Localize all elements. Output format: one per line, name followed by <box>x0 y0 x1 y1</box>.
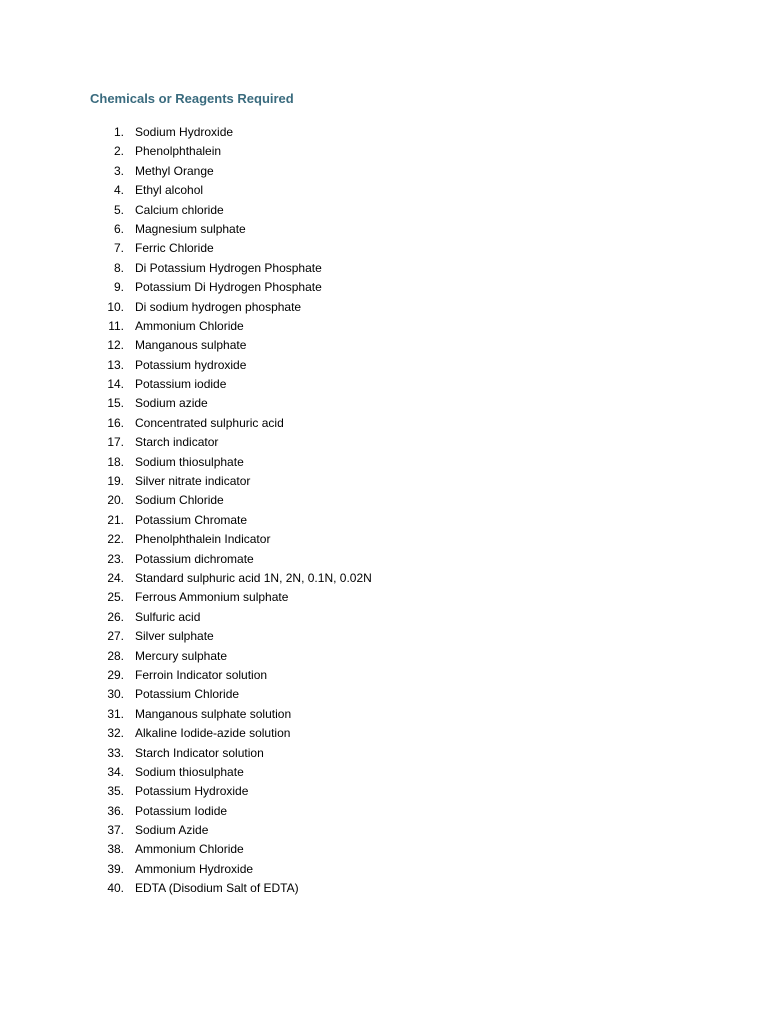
list-item-number: 28. <box>107 648 124 663</box>
list-item-text: Ammonium Chloride <box>135 318 244 333</box>
list-item-number: 23. <box>107 551 124 566</box>
list-item-number: 8. <box>113 260 124 275</box>
list-item-number: 24. <box>107 570 124 585</box>
list-item-text: Ammonium Hydroxide <box>135 861 254 876</box>
list-item-text: Sodium thiosulphate <box>135 454 244 469</box>
list-item-number: 5. <box>113 202 124 217</box>
list-item-number: 29. <box>107 667 124 682</box>
list-item-number: 10. <box>107 299 124 314</box>
list-item-text: Potassium Hydroxide <box>135 784 249 799</box>
list-item-text: Potassium Chromate <box>135 512 248 527</box>
list-item-number: 32. <box>107 726 124 741</box>
list-item-text: Methyl Orange <box>135 163 214 178</box>
list-item-number: 20. <box>107 493 124 508</box>
list-item-number: 6. <box>113 221 124 236</box>
list-item-number: 3. <box>113 163 124 178</box>
list-item-text: Ferroin Indicator solution <box>135 667 268 682</box>
list-item-text: Phenolphthalein <box>135 144 222 159</box>
list-item-text: Sodium thiosulphate <box>135 764 244 779</box>
list-item-text: Potassium Chloride <box>135 687 240 702</box>
list-item-number: 37. <box>107 823 124 838</box>
list-item-number: 16. <box>107 415 124 430</box>
list-item-number: 27. <box>107 629 124 644</box>
list-item-number: 34. <box>107 764 124 779</box>
list-item-text: Di sodium hydrogen phosphate <box>135 299 302 314</box>
list-item-number: 36. <box>107 803 124 818</box>
list-item-text: Starch Indicator solution <box>135 745 264 760</box>
list-item-text: Starch indicator <box>135 435 219 450</box>
list-item-text: Silver nitrate indicator <box>135 474 251 489</box>
section-heading: Chemicals or Reagents Required <box>90 91 294 106</box>
list-item-number: 19. <box>107 474 124 489</box>
list-item-text: Potassium Di Hydrogen Phosphate <box>135 280 322 295</box>
list-item-number: 18. <box>107 454 124 469</box>
list-item-text: Silver sulphate <box>135 629 214 644</box>
list-item-text: Calcium chloride <box>135 202 224 217</box>
list-item-number: 38. <box>107 842 124 857</box>
list-item-number: 40. <box>107 881 124 896</box>
list-item-number: 12. <box>107 338 124 353</box>
list-item-text: Concentrated sulphuric acid <box>135 415 284 430</box>
list-item-number: 30. <box>107 687 124 702</box>
list-item-number: 1. <box>113 125 124 139</box>
list-item-number: 7. <box>113 241 124 256</box>
list-item-text: Manganous sulphate <box>135 338 247 353</box>
list-item-number: 14. <box>107 377 124 392</box>
list-item-text: Potassium hydroxide <box>135 357 247 372</box>
list-item-text: Ferric Chloride <box>135 241 214 256</box>
list-item-text: Sulfuric acid <box>135 609 201 624</box>
list-item-text: Ferrous Ammonium sulphate <box>135 590 289 605</box>
list-item-number: 13. <box>107 357 124 372</box>
list-item-number: 25. <box>107 590 124 605</box>
list-item-text: Mercury sulphate <box>135 648 228 663</box>
list-item-text: Sodium Azide <box>135 823 209 838</box>
list-item-number: 11. <box>108 318 124 333</box>
list-item-number: 33. <box>107 745 124 760</box>
list-item-text: Ethyl alcohol <box>135 183 204 198</box>
list-item-text: Potassium Iodide <box>135 803 228 818</box>
list-item-number: 17. <box>107 435 124 450</box>
list-item-text: Di Potassium Hydrogen Phosphate <box>135 260 322 275</box>
list-item-number: 9. <box>113 280 124 295</box>
list-item-text: Phenolphthalein Indicator <box>135 532 271 547</box>
list-item-text: Potassium dichromate <box>135 551 254 566</box>
list-item-text: EDTA (Disodium Salt of EDTA) <box>135 881 299 896</box>
list-item-number: 15. <box>107 396 124 411</box>
list-item-number: 4. <box>113 183 124 198</box>
list-item-text: Sodium azide <box>135 396 208 411</box>
list-item-text: Ammonium Chloride <box>135 842 244 857</box>
list-item-text: Potassium iodide <box>135 377 227 392</box>
list-item-number: 22. <box>107 532 124 547</box>
list-item-text: Magnesium sulphate <box>135 221 246 236</box>
list-item-number: 26. <box>107 609 124 624</box>
list-item-text: Manganous sulphate solution <box>135 706 292 721</box>
list-item-text: Sodium Hydroxide <box>135 125 234 139</box>
list-item-text: Standard sulphuric acid 1N, 2N, 0.1N, 0.02N <box>135 570 372 585</box>
list-item-number: 39. <box>107 861 124 876</box>
list-item-text: Sodium Chloride <box>135 493 224 508</box>
list-item-number: 31. <box>107 706 124 721</box>
list-item-number: 21. <box>107 512 124 527</box>
list-item-number: 35. <box>107 784 124 799</box>
list-item-text: Alkaline Iodide-azide solution <box>135 726 291 741</box>
list-item-number: 2. <box>113 144 124 159</box>
